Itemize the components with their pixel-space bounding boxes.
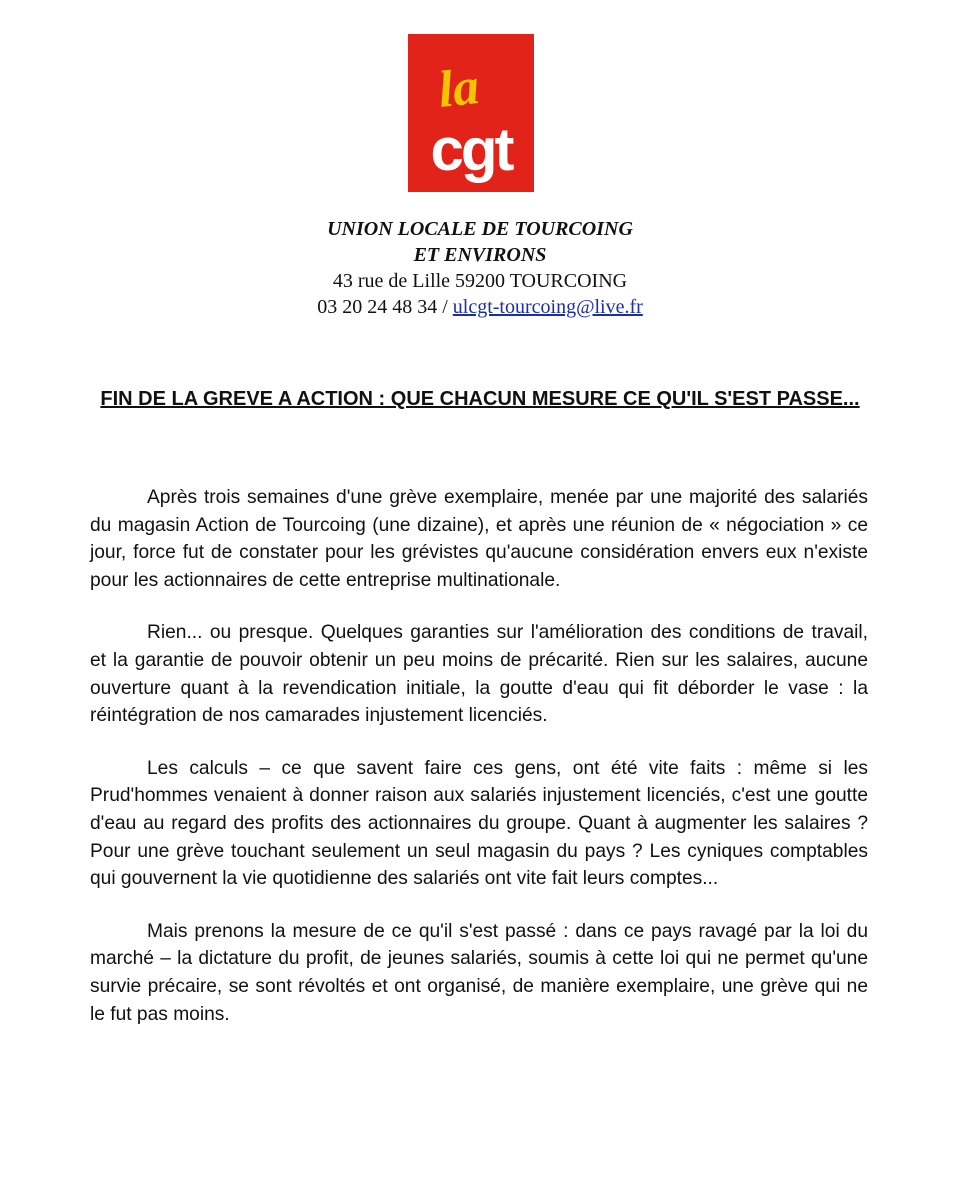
title-text: FIN DE LA GREVE A ACTION : QUE CHACUN MESURE CE QU'IL S'EST PASSE...: [100, 388, 860, 410]
document-body: [90, 484, 868, 1053]
phone-number: 03 20 24 48 34 /: [317, 296, 453, 318]
email-link[interactable]: ulcgt-tourcoing@live.fr: [452, 296, 643, 318]
document-title: [90, 386, 870, 413]
letterhead: [0, 216, 960, 320]
cgt-logo-icon: [408, 34, 534, 192]
contact-line: [0, 294, 960, 320]
org-name-line1: UNION LOCALE DE TOURCOING: [327, 218, 633, 240]
paragraph: Mais prenons la mesure de ce qu'il s'est passé : dans ce pays ravagé par la loi du marché – la dictature du profit, de jeunes salariés, soumis à cette loi qui ne permet qu'une survie précaire, se sont révoltés et ont organisé, de manière exemplaire, une grève qui ne le fut pas moins.: [90, 920, 868, 1025]
paragraph: Les calculs – ce que savent faire ces gens, ont été vite faits : même si les Prud'hommes venaient à donner raison aux salariés injustement licenciés, c'est une goutte d'eau au regard des profits des actionnaires du groupe. Quant à augmenter les salaires ? Pour une grève touchant seulement un seul magasin du pays ? Les cyniques comptables qui gouvernent la vie quotidienne des salariés ont vite fait leurs comptes...: [90, 757, 868, 890]
address: 43 rue de Lille 59200 TOURCOING: [332, 270, 628, 292]
svg-text:cgt: cgt: [430, 116, 512, 183]
paragraph: Après trois semaines d'une grève exemplaire, menée par une majorité des salariés du magasin Action de Tourcoing (une dizaine), et après une réunion de « négociation » ce jour, force fut de constater pour les grévistes qu'aucune considération envers eux n'existe pour les actionnaires de cette entreprise multinationale.: [90, 487, 868, 591]
org-name-line2: ET ENVIRONS: [413, 244, 547, 266]
cgt-logo: [408, 34, 534, 192]
paragraph: Rien... ou presque. Quelques garanties sur l'amélioration des conditions de travail, et la garantie de pouvoir obtenir un peu moins de précarité. Rien sur les salaires, aucune ouverture quant à la revendication initiale, la goutte d'eau qui fit déborder le vase : la réintégration de nos camarades injustement licenciés.: [90, 622, 868, 727]
svg-text:la: la: [435, 58, 482, 119]
